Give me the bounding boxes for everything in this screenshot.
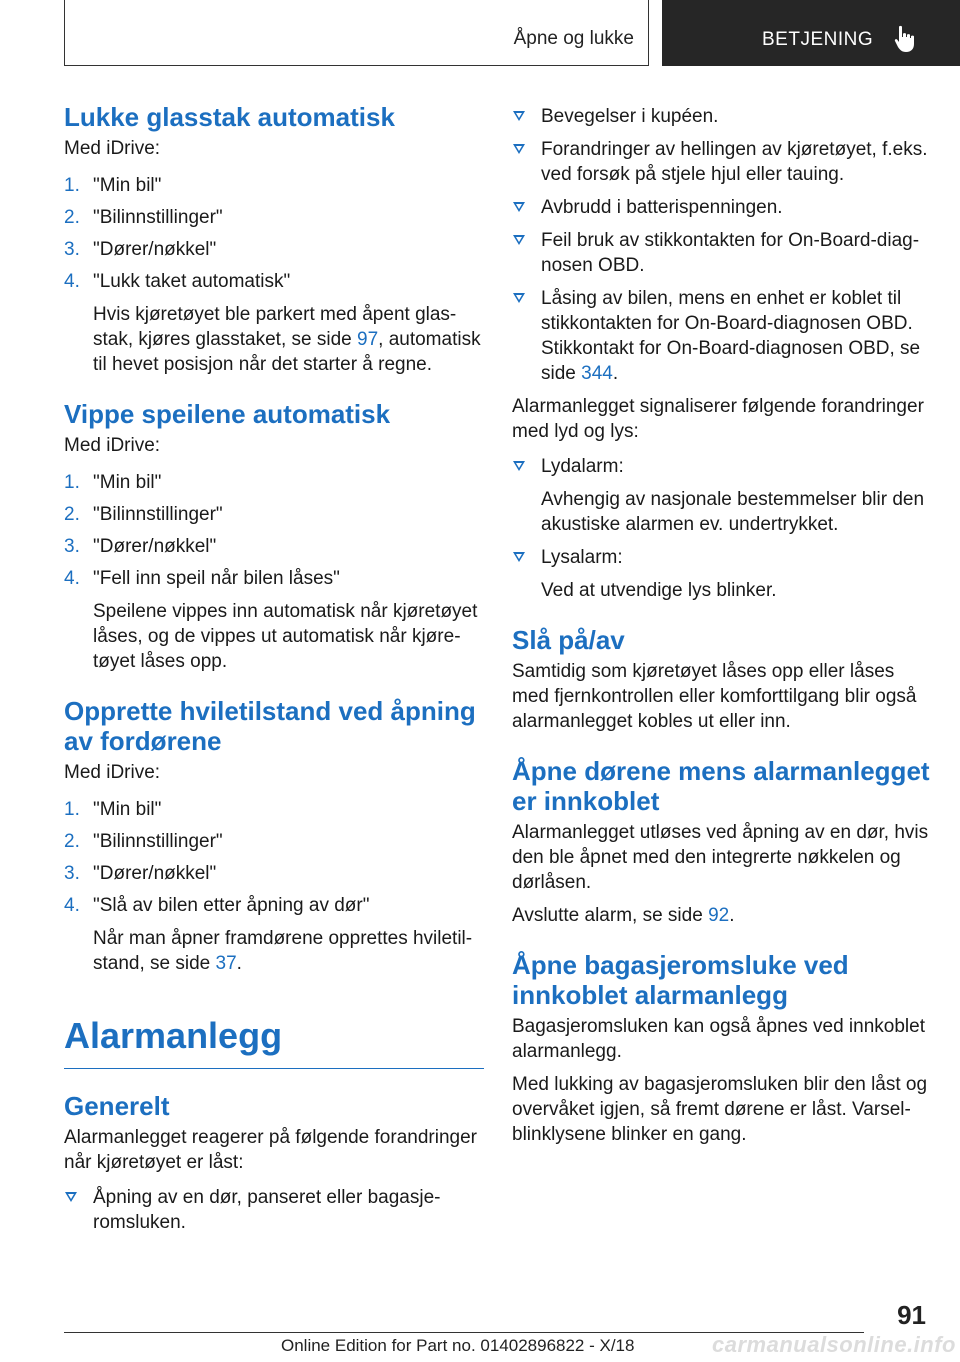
list-item: 2. "Bilinnstillinger" [64,504,223,525]
page-link-344[interactable]: 344 [581,363,613,384]
heading-open-doors-armed: Åpne dørene mens alarmanlegget er innkoblet [512,756,930,816]
signal-intro: Alarmanlegget signaliserer følgende forandringer med lyd og lys: [512,396,924,442]
alarm-triggers-list [64,1185,484,1235]
list-item: Åpning av en dør, panseret eller bagasjeromsluken. [64,1185,484,1235]
heading-general: Generelt [64,1091,170,1121]
heading-rest-state: Opprette hviletilstand ved åpning av fordørene [64,696,476,756]
page-link-92[interactable]: 92 [708,905,730,926]
idrive-intro: Med iDrive: [64,138,161,159]
open-doors-text: Alarmanlegget utløses ved åpning av en dør, hvis den ble åpnet med den integrerte nøkkelen og dørlåsen. [512,822,929,893]
chapter-title: BETJENING [762,29,874,50]
page-link-37[interactable]: 37 [215,953,237,974]
chapter-heading-alarm: Alarmanlegg [64,1014,484,1069]
list-item: 4. "Lukk taket automatisk" Hvis kjøretøyet ble parkert med åpent glasstak, kjøres glasstaket, se side 97, automatisk til hevet posisjon når det starter å regne. [64,269,484,377]
watermark: carmanualsonline.info [712,1332,956,1357]
list-item: Feil bruk av stikkontakten for On-Board-diagnosen OBD. [512,228,932,278]
trunk-text-1: Bagasjeromsluken kan også åpnes ved innkoblet alarmanlegg. [512,1016,925,1062]
alarm-triggers-list-cont [512,104,932,386]
list-item: 3. "Dører/nøkkel" [64,239,217,260]
heading-fold-mirrors: Vippe speilene automatisk [64,399,391,429]
list-item: Forandringer av hellingen av kjøretøyet, f.eks. ved forsøk på stjele hjul eller tauing. [512,137,932,187]
left-column [64,102,484,1243]
steps-rest-state [64,797,484,976]
section-header-box [64,0,649,66]
list-item: 1. "Min bil" [64,799,162,820]
list-item: 3. "Dører/nøkkel" [64,536,217,557]
list-item: 2. "Bilinnstillinger" [64,831,223,852]
general-intro: Alarmanlegget reagerer på følgende forandringer når kjøretøyet er låst: [64,1127,477,1173]
stop-alarm-text: Avslutte alarm, se side 92. [512,905,735,926]
section-title: Åpne og lukke [513,28,634,49]
heading-open-trunk-armed: Åpne bagasjeromsluke ved innkoblet alarmanlegg [512,950,849,1010]
page-link-97[interactable]: 97 [357,329,379,350]
list-item: 2. "Bilinnstillinger" [64,207,223,228]
chapter-tab [662,0,960,66]
signal-list [512,454,932,603]
triangle-bullet-icon [513,111,525,121]
triangle-bullet-icon [513,552,525,562]
triangle-bullet-icon [65,1192,77,1202]
list-item: 3. "Dører/nøkkel" [64,863,217,884]
heading-close-glass-roof: Lukke glasstak automatisk [64,102,395,132]
page-header [0,0,960,66]
step-note: Speilene vippes inn automatisk når kjøretøyet låses, og de vippes ut automatisk når kjøretøyet låses opp. [93,601,478,672]
list-item: Avbrudd i batterispenningen. [512,195,932,220]
triangle-bullet-icon [513,293,525,303]
page-number: 91 [897,1300,926,1330]
step-note: Hvis kjøretøyet ble parkert med åpent glasstak, kjøres glasstaket, se side 97, automatisk til hevet posisjon når det starter å regne. [93,304,481,375]
list-item: 1. "Min bil" [64,472,162,493]
list-item: 4. "Slå av bilen etter åpning av dør" Når man åpner framdørene opprettes hviletilstand, se side 37. [64,893,484,976]
triangle-bullet-icon [513,144,525,154]
steps-close-roof [64,173,484,377]
triangle-bullet-icon [513,461,525,471]
light-alarm-note: Ved at utvendige lys blinker. [541,580,777,601]
list-item: 1. "Min bil" [64,175,162,196]
triangle-bullet-icon [513,202,525,212]
pointing-hand-icon [894,25,920,53]
list-item: Låsing av bilen, mens en enhet er koblet til stikkontakten for On-Board-diagnosen OBD. Stikkontakt for On-Board-diagnosen OBD, se side 344. [512,286,932,386]
heading-on-off: Slå på/av [512,625,625,655]
trunk-text-2: Med lukking av bagasjeromsluken blir den låst og overvåket igjen, så fremt dørene er låst. Varselblinklysene blinker en gang. [512,1074,928,1145]
step-note: Når man åpner framdørene opprettes hviletilstand, se side 37. [93,928,473,974]
list-item: Bevegelser i kupéen. [512,104,932,129]
list-item: Lysalarm: Ved at utvendige lys blinker. [512,545,932,603]
list-item: Lydalarm: Avhengig av nasjonale bestemmelser blir den akustiske alarmen ev. undertrykket. [512,454,932,537]
on-off-text: Samtidig som kjøretøyet låses opp eller låses med fjernkontrollen eller komforttilgang blir også alarmanlegget kobles ut eller inn. [512,661,917,732]
list-item: 4. "Fell inn speil når bilen låses" Speilene vippes inn automatisk når kjøretøyet låses, og de vippes ut automatisk når kjøretøyet låses opp. [64,566,484,674]
sound-alarm-note: Avhengig av nasjonale bestemmelser blir den akustiske alarmen ev. undertrykket. [541,489,925,535]
right-column [512,102,932,1147]
idrive-intro: Med iDrive: [64,762,161,783]
triangle-bullet-icon [513,235,525,245]
idrive-intro: Med iDrive: [64,435,161,456]
steps-fold-mirrors [64,470,484,674]
edition-info: Online Edition for Part no. 01402896822 - X/18 [281,1336,635,1355]
